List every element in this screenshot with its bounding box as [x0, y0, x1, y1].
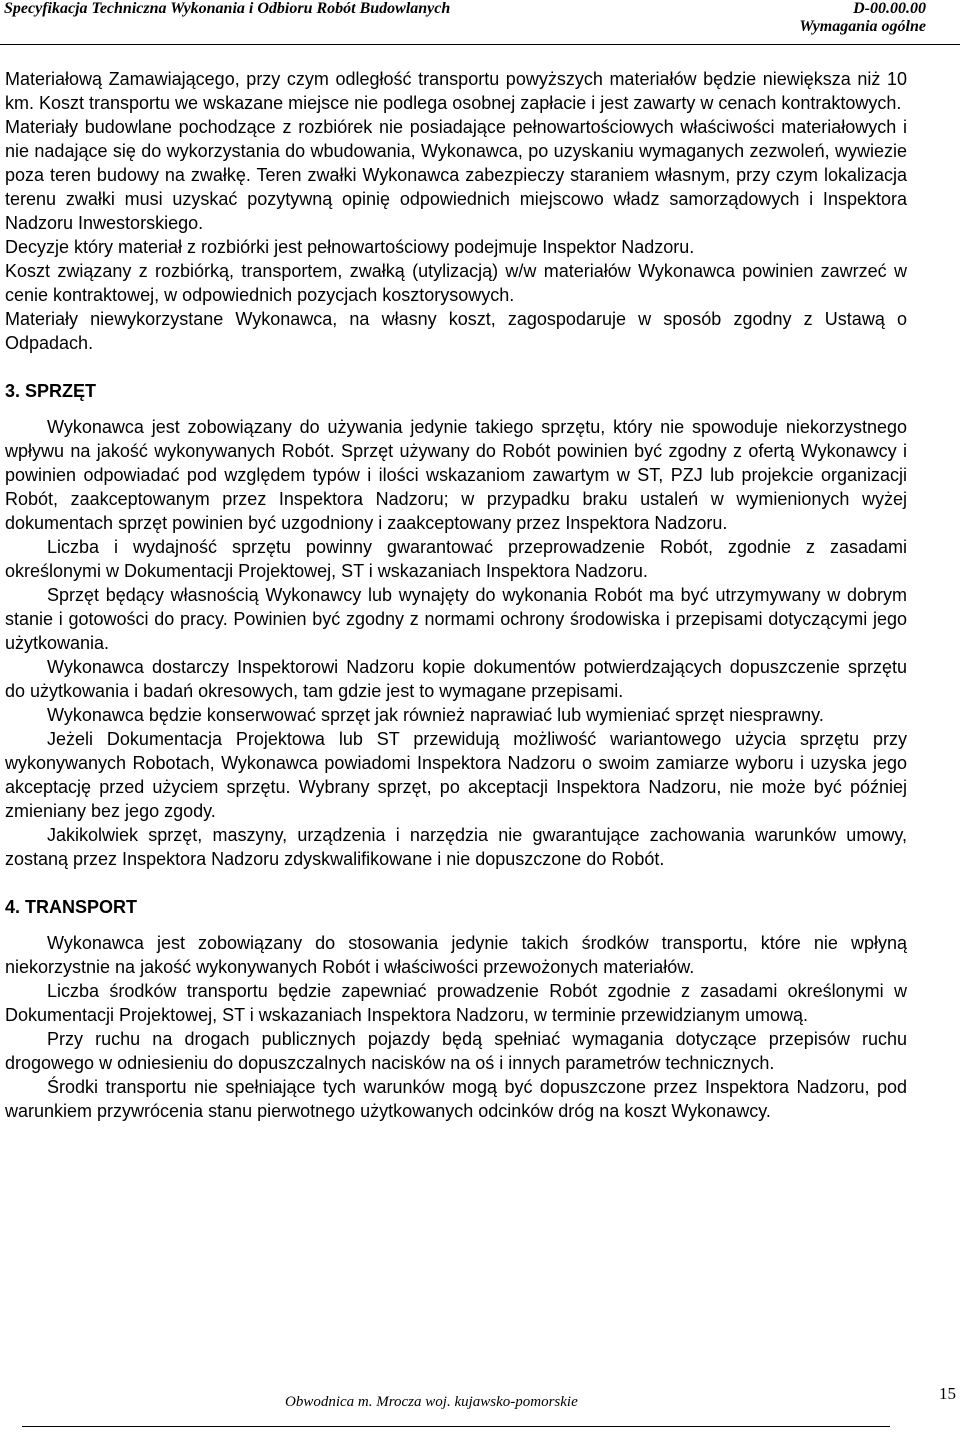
header-divider [0, 44, 960, 45]
section-heading-transport: 4. TRANSPORT [5, 897, 138, 917]
paragraph: Materiały budowlane pochodzące z rozbiórek nie posiadające pełnowartościowych właściwości materiałowych i nie nadające się do wykorzystania do wbudowania, Wykonawca, po uzyskaniu wymaganych zezwoleń, wywiezie poza teren budowy na zwałkę. Teren zwałki Wykonawca zabezpieczy staraniem własnym, przy czym lokalizacja terenu zwałki musi uzyskać pozytywną opinię odpowiednich miejscowo władz samorządowych i Inspektora Nadzoru Inwestorskiego. [5, 117, 907, 233]
paragraph: Liczba środków transportu będzie zapewniać prowadzenie Robót zgodnie z zasadami określonymi w Dokumentacji Projektowej, ST i wskazaniach Inspektora Nadzoru, w terminie przewidzianym umową. [5, 981, 907, 1025]
section-heading-equipment: 3. SPRZĘT [5, 381, 97, 401]
page-header [0, 0, 960, 46]
footer-location: Obwodnica m. Mrocza woj. kujawsko-pomorskie [285, 1394, 578, 1410]
paragraph: Wykonawca jest zobowiązany do używania jedynie takiego sprzętu, który nie spowoduje niekorzystnego wpływu na jakość wykonywanych Robót. Sprzęt używany do Robót powinien być zgodny z ofertą Wykonawcy i powinien odpowiadać pod względem typów i ilości wskazaniom zawartym w ST, PZJ lub projekcie organizacji Robót, zaakceptowanym przez Inspektora Nadzoru; w przypadku braku ustaleń w wymienionych wyżej dokumentach sprzęt powinien być uzgodniony i zaakceptowany przez Inspektora Nadzoru. [5, 417, 907, 533]
document-code-block [799, 0, 926, 36]
page-number: 15 [939, 1384, 956, 1403]
paragraph: Materiałową Zamawiającego, przy czym odległość transportu powyższych materiałów będzie niewiększa niż 10 km. Koszt transportu we wskazane miejsce nie podlega osobnej zapłacie i jest zawarty w cenach kontraktowych. [5, 69, 907, 113]
paragraph: Przy ruchu na drogach publicznych pojazdy będą spełniać wymagania dotyczące przepisów ruchu drogowego w odniesieniu do dopuszczalnych nacisków na oś i innych parametrów technicznych. [5, 1029, 907, 1073]
document-subtitle: Wymagania ogólne [799, 18, 926, 35]
paragraph: Sprzęt będący własnością Wykonawcy lub wynajęty do wykonania Robót ma być utrzymywany w dobrym stanie i gotowości do pracy. Powinien być zgodny z normami ochrony środowiska i przepisami dotyczącymi jego użytkowania. [5, 585, 907, 653]
document-body [5, 67, 907, 1123]
paragraph: Wykonawca dostarczy Inspektorowi Nadzoru kopie dokumentów potwierdzających dopuszczenie sprzętu do użytkowania i badań okresowych, tam gdzie jest to wymagane przepisami. [5, 657, 907, 701]
paragraph: Jakikolwiek sprzęt, maszyny, urządzenia i narzędzia nie gwarantujące zachowania warunków umowy, zostaną przez Inspektora Nadzoru zdyskwalifikowane i nie dopuszczone do Robót. [5, 825, 907, 869]
paragraph: Wykonawca będzie konserwować sprzęt jak również naprawiać lub wymieniać sprzęt niesprawny. [47, 705, 824, 725]
paragraph: Wykonawca jest zobowiązany do stosowania jedynie takich środków transportu, które nie wpłyną niekorzystnie na jakość wykonywanych Robót i właściwości przewożonych materiałów. [5, 933, 907, 977]
paragraph: Decyzje który materiał z rozbiórki jest pełnowartościowy podejmuje Inspektor Nadzoru. [5, 237, 695, 257]
footer-divider [22, 1426, 890, 1427]
paragraph: Liczba i wydajność sprzętu powinny gwarantować przeprowadzenie Robót, zgodnie z zasadami określonymi w Dokumentacji Projektowej, ST i wskazaniach Inspektora Nadzoru. [5, 537, 907, 581]
paragraph: Koszt związany z rozbiórką, transportem, zwałką (utylizacją) w/w materiałów Wykonawca powinien zawrzeć w cenie kontraktowej, w odpowiednich pozycjach kosztorysowych. [5, 261, 907, 305]
paragraph: Jeżeli Dokumentacja Projektowa lub ST przewidują możliwość wariantowego użycia sprzętu przy wykonywanych Robotach, Wykonawca powiadomi Inspektora Nadzoru o swoim zamiarze wyboru i uzyska jego akceptację przed użyciem sprzętu. Wybrany sprzęt, po akceptacji Inspektora Nadzoru, nie może być później zmieniany bez jego zgody. [5, 729, 907, 821]
document-title: Specyfikacja Techniczna Wykonania i Odbioru Robót Budowlanych [4, 0, 451, 17]
document-code: D-00.00.00 [853, 0, 926, 17]
paragraph: Materiały niewykorzystane Wykonawca, na własny koszt, zagospodaruje w sposób zgodny z Ustawą o Odpadach. [5, 309, 907, 353]
paragraph: Środki transportu nie spełniające tych warunków mogą być dopuszczone przez Inspektora Nadzoru, pod warunkiem przywrócenia stanu pierwotnego użytkowanych odcinków dróg na koszt Wykonawcy. [5, 1077, 907, 1121]
